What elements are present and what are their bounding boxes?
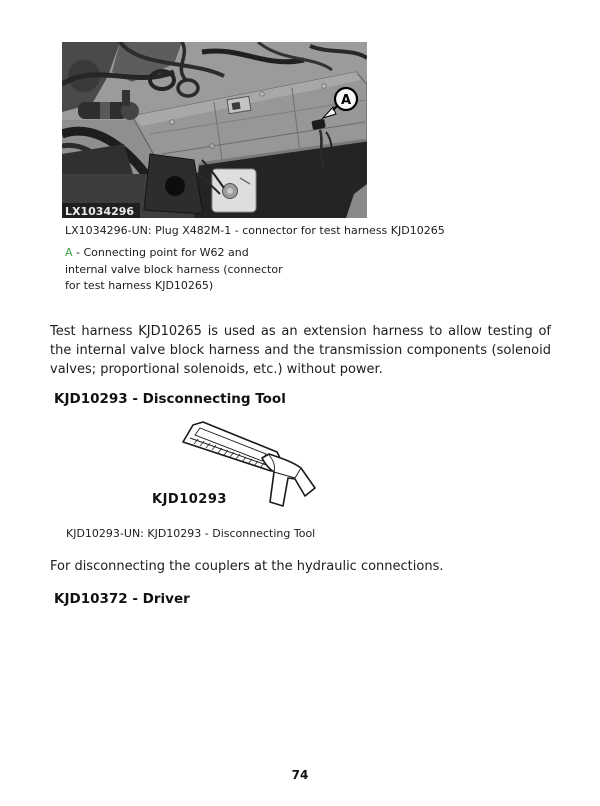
- figure1-legend: [65, 245, 283, 295]
- heading-kjd10372: KJD10372 - Driver: [54, 591, 190, 607]
- legend-key-a: A: [65, 246, 73, 259]
- heading-kjd10293: KJD10293 - Disconnecting Tool: [54, 391, 286, 407]
- tool-part-number-label: KJD10293: [152, 492, 227, 507]
- legend-line-1: [65, 245, 283, 262]
- callout-a-marker: [335, 88, 357, 110]
- photo-watermark: LX1034296: [65, 205, 135, 218]
- paragraph-test-harness: Test harness KJD10265 is used as an extension harness to allow testing of the internal valve block harness and the transmission components (solenoid valves; proportional solenoids, etc.) without power.: [50, 324, 551, 377]
- callout-a-letter: A: [340, 93, 352, 108]
- legend-line-3: for test harness KJD10265): [65, 279, 214, 292]
- figure1-caption: LX1034296-UN: Plug X482M-1 - connector for test harness KJD10265: [65, 224, 445, 237]
- tool-figure-caption: KJD10293-UN: KJD10293 - Disconnecting Tool: [66, 527, 316, 540]
- figure-photo-transmission: [62, 42, 367, 218]
- paragraph-disconnecting: For disconnecting the couplers at the hydraulic connections.: [50, 559, 444, 574]
- legend-line-1-text: - Connecting point for W62 and: [76, 246, 249, 259]
- transmission-photo-illustration: [62, 42, 367, 218]
- legend-line-2: internal valve block harness (connector: [65, 262, 283, 276]
- page-number: 74: [291, 768, 309, 782]
